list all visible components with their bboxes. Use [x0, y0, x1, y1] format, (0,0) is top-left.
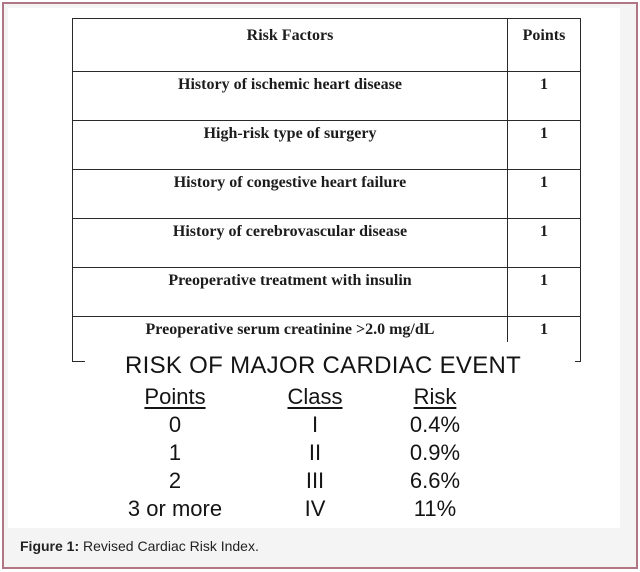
caption-text: Revised Cardiac Risk Index.	[79, 538, 259, 554]
risk-factors-table	[72, 18, 581, 362]
table-row	[73, 72, 581, 121]
class-column-header: Class	[287, 384, 343, 409]
points-cell: 1	[508, 170, 581, 219]
risk-value: 0.9%	[409, 440, 461, 465]
points-value: 3 or more	[127, 496, 223, 521]
risk-factors-header: Risk Factors	[73, 19, 508, 72]
points-value: 0	[168, 412, 182, 437]
table-row	[73, 121, 581, 170]
risk-factor-cell: History of cerebrovascular disease	[73, 219, 508, 268]
table-row	[73, 219, 581, 268]
risk-factor-cell: Preoperative treatment with insulin	[73, 268, 508, 317]
cardiac-event-table	[85, 342, 575, 528]
class-value: III	[305, 468, 325, 493]
class-value: I	[311, 412, 319, 437]
risk-value: 11%	[413, 496, 457, 521]
points-cell: 1	[508, 219, 581, 268]
points-cell: 1	[508, 72, 581, 121]
figure-panel	[8, 8, 620, 528]
risk-factor-cell: History of ischemic heart disease	[73, 72, 508, 121]
risk-factor-cell: Preoperative serum creatinine >2.0 mg/dL	[73, 317, 508, 362]
caption-label: Figure 1:	[20, 538, 80, 554]
class-value: IV	[304, 496, 326, 521]
points-cell: 1	[508, 121, 581, 170]
table-header-row	[73, 19, 581, 72]
risk-value: 6.6%	[409, 468, 461, 493]
risk-column-header: Risk	[413, 384, 457, 409]
points-cell: 1	[508, 317, 581, 362]
points-value: 1	[168, 440, 182, 465]
risk-factor-cell: High-risk type of surgery	[73, 121, 508, 170]
risk-factor-cell: History of congestive heart failure	[73, 170, 508, 219]
cardiac-event-title: RISK OF MAJOR CARDIAC EVENT	[125, 352, 522, 379]
points-header: Points	[508, 19, 581, 72]
table-row	[73, 268, 581, 317]
risk-value: 0.4%	[409, 412, 461, 437]
points-column-header: Points	[144, 384, 206, 409]
table-row	[73, 170, 581, 219]
points-cell: 1	[508, 268, 581, 317]
figure-frame	[2, 2, 638, 569]
points-value: 2	[168, 468, 182, 493]
figure-caption	[20, 538, 259, 554]
class-value: II	[308, 440, 322, 465]
